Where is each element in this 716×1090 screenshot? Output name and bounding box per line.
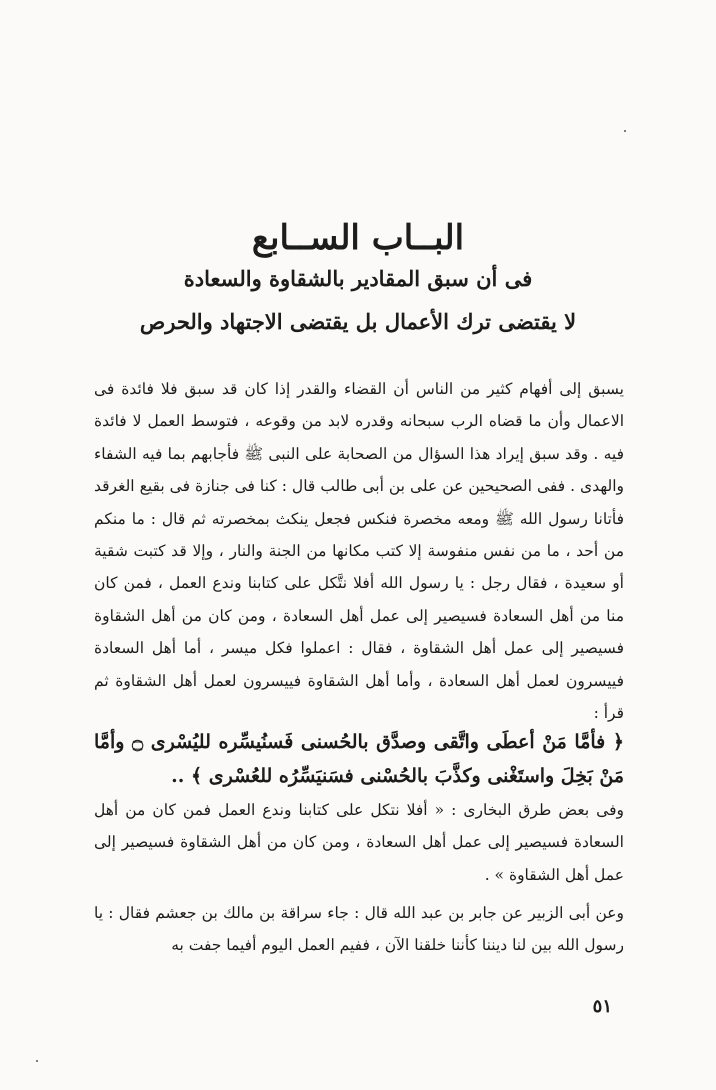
- body-paragraph-1: يسبق إلى أفهام كثير من الناس أن القضاء والقدر إذا كان قد سبق فلا فائدة فى الاعمال وأن ما قضاه الرب سبحانه وقدره لابد من وقوعه ، فتوسط العمل لا فائدة فيه . وقد سبق إيراد هذا السؤال من الصحابة على النبى ﷺ فأجابهم بما فيه الشفاء والهدى . ففى الصحيحين عن على بن أبى طالب قال : كنا فى جنازة فى بقيع الغرقد فأتانا رسول الله ﷺ ومعه مخصرة فنكس فجعل ينكث بمخصرته ثم قال : ما منكم من أحد ، ما من نفس منفوسة إلا كتب مكانها من الجنة والنار ، وإلا قد كتبت شقية أو سعيدة ، فقال رجل : يا رسول الله أفلا نتَّكل على كتابنا وندع العمل ، فمن كان منا من أهل السعادة فسيصير إلى عمل أهل السعادة ، ومن كان من أهل الشقاوة فسيصير إلى عمل أهل الشقاوة ، فقال : اعملوا فكل ميسر ، أما أهل السعادة فييسرون لعمل أهل السعادة ، وأما أهل الشقاوة فييسرون لعمل أهل الشقاوة ثم قرأ :: [94, 380, 624, 723]
- chapter-subtitle-line-1: فى أن سبق المقادير بالشقاوة والسعادة: [183, 266, 533, 291]
- print-speck: [624, 130, 626, 132]
- body-paragraph-3: وعن أبى الزبير عن جابر بن عبد الله قال : جاء سراقة بن مالك بن جعشم فقال : يا رسول الله بين لنا ديننا كأننا خلقنا الآن ، ففيم العمل اليوم أفيما جفت به: [94, 904, 624, 955]
- page-number: ٥١: [592, 996, 612, 1017]
- body-paragraph-2: وفى بعض طرق البخارى : « أفلا نتكل على كتابنا وندع العمل فمن كان من أهل السعادة فسيصير إلى عمل أهل السعادة ، ومن كان من أهل الشقاوة فسيصير إلى عمل أهل الشقاوة » .: [94, 801, 624, 884]
- print-speck: [36, 1060, 38, 1062]
- chapter-subtitle-line-2: لا يقتضى ترك الأعمال بل يقتضى الاجتهاد والحرص: [139, 309, 577, 334]
- quran-verse: ﴿ فأمَّا مَنْ أعطَى واتَّقى وصدَّق بالحُسنى فَسنُيسِّره لليُسْرى ۝ وأمَّا مَنْ بَخِلَ واستَغْنى وكذَّبَ بالحُسْنى فسَنيَسِّرُه للعُسْرى ﴾ ..: [94, 731, 624, 787]
- chapter-title: البــاب الســابع: [251, 218, 465, 258]
